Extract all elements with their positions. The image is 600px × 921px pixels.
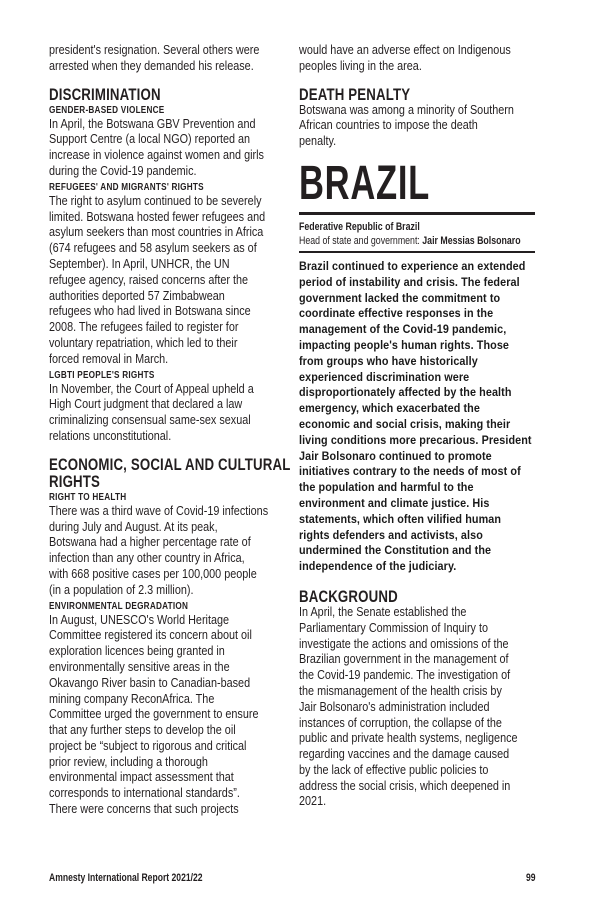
text-line: September). In April, UNHCR, the UN: [49, 256, 230, 271]
text-line: undermined the Constitution and the: [299, 543, 492, 558]
text-line: with 668 positive cases per 100,000 people: [49, 566, 257, 581]
section-heading: [299, 86, 539, 103]
text-line: RIGHTS: [49, 471, 101, 491]
paragraph: [49, 194, 289, 368]
paragraph: [49, 43, 289, 75]
text-line: RIGHT TO HEALTH: [49, 490, 127, 503]
text-line: initiatives contrary to the needs of most of: [299, 464, 521, 479]
text-line: peoples living in the area.: [299, 58, 422, 73]
text-line: instances of corruption, the collapse of the: [299, 715, 502, 730]
text-line: economic and social crisis, making their: [299, 416, 511, 431]
text-line: Support Centre (a local NGO) reported an: [49, 132, 251, 147]
text-line: period of instability and crisis. The federal: [299, 274, 520, 289]
footer-report-title: Amnesty International Report 2021/22: [49, 872, 203, 884]
head-of-state: [299, 234, 521, 248]
text-line: address the social crisis, which deepened in: [299, 778, 511, 793]
text-line: emergency, which exacerbated the: [299, 401, 480, 416]
paragraph: [49, 613, 289, 818]
text-line: management of the Covid-19 pandemic,: [299, 322, 507, 337]
divider: [299, 251, 535, 253]
text-line: Botswana was among a minority of Southern: [299, 102, 514, 117]
text-line: Jair Bolsonaro's administration included: [299, 699, 490, 714]
text-line: ECONOMIC, SOCIAL AND CULTURAL: [49, 454, 291, 474]
text-line: the mismanagement of the health crisis by: [299, 683, 502, 698]
text-line: refugee agency, raised concerns after the: [49, 272, 249, 287]
text-line: African countries to impose the death: [299, 118, 478, 133]
text-line: mining company ReconAfrica. The: [49, 691, 215, 706]
text-line: arrested when they demanded his release.: [49, 58, 254, 73]
text-line: DEATH PENALTY: [299, 84, 411, 104]
text-line: Parliamentary Commission of Inquiry to: [299, 620, 489, 635]
head-of-state-name: Jair Messias Bolsonaro: [422, 234, 521, 247]
official-country-name: Federative Republic of Brazil: [299, 220, 420, 233]
text-line: increase in violence against women and girls: [49, 148, 264, 163]
text-line: investigate the actions and omissions of the: [299, 636, 509, 651]
lead-paragraph: [299, 259, 539, 575]
text-line: disproportionately affected by the health: [299, 385, 512, 400]
text-line: statements, which often vilified human: [299, 511, 502, 526]
text-line: project be “subject to rigorous and critical: [49, 738, 247, 753]
text-line: infection than any other country in Africa,: [49, 551, 245, 566]
text-line: living conditions more precarious. President: [299, 432, 532, 447]
text-line: president's resignation. Several others were: [49, 43, 260, 57]
text-line: Okavango River basin to Canadian-based: [49, 675, 251, 690]
section-heading: [299, 588, 539, 605]
text-line: Committee registered its concern about oil: [49, 628, 252, 643]
text-line: forced removal in March.: [49, 351, 169, 366]
text-line: that any further steps to develop the oil: [49, 723, 236, 738]
text-line: environmental impact assessment that: [49, 770, 234, 785]
text-line: asylum seekers than most countries in Africa: [49, 225, 264, 240]
paragraph: [49, 382, 289, 445]
text-line: 2021.: [299, 794, 327, 809]
text-line: In August, UNESCO's World Heritage: [49, 612, 230, 627]
text-line: environmentally sensitive areas in the: [49, 659, 230, 674]
paragraph: [49, 117, 289, 180]
text-line: Botswana had a higher percentage rate of: [49, 535, 251, 550]
text-line: In November, the Court of Appeal upheld a: [49, 381, 254, 396]
text-line: regarding vaccines and the damage caused: [299, 747, 510, 762]
right-column: [299, 43, 539, 810]
text-line: voluntary repatriation, which led to their: [49, 335, 238, 350]
text-line: the population and harmful to the: [299, 480, 474, 495]
text-line: corresponds to international standards”.: [49, 786, 240, 801]
text-line: ENVIRONMENTAL DEGRADATION: [49, 599, 189, 612]
subsection-heading: [49, 368, 289, 382]
brazil-section: [299, 259, 539, 810]
text-line: limited. Botswana hosted fewer refugees and: [49, 209, 266, 224]
section-heading: [49, 456, 289, 490]
divider: [299, 212, 535, 215]
text-line: BACKGROUND: [299, 586, 398, 606]
head-of-state-label: Head of state and government:: [299, 234, 423, 247]
subsection-heading: [49, 599, 289, 613]
text-line: REFUGEES' AND MIGRANTS' RIGHTS: [49, 180, 204, 193]
left-column: [49, 43, 289, 818]
paragraph: [299, 605, 539, 810]
text-line: prior review, including a thorough: [49, 754, 208, 769]
text-line: exploration licences being granted in: [49, 644, 225, 659]
subsection-heading: [49, 103, 289, 117]
text-line: independence of the judiciary.: [299, 559, 457, 574]
text-line: In April, the Senate established the: [299, 604, 467, 619]
text-line: 2008. The refugees failed to register for: [49, 320, 239, 335]
text-line: LGBTI PEOPLE'S RIGHTS: [49, 368, 155, 381]
subsection-heading: [49, 180, 289, 194]
text-line: GENDER-BASED VIOLENCE: [49, 103, 165, 116]
text-line: would have an adverse effect on Indigenous: [299, 43, 511, 57]
text-line: during July and August. At its peak,: [49, 519, 218, 534]
text-line: government lacked the commitment to: [299, 290, 501, 305]
country-title: BRAZIL: [299, 156, 431, 210]
text-line: coordinate effective responses in the: [299, 306, 494, 321]
paragraph: [49, 504, 289, 599]
text-line: High Court judgment that declared a law: [49, 397, 243, 412]
text-line: The right to asylum continued to be severely: [49, 193, 262, 208]
text-line: In April, the Botswana GBV Prevention and: [49, 116, 256, 131]
paragraph: [299, 43, 539, 75]
text-line: authorities deported 57 Zimbabwean: [49, 288, 225, 303]
section-heading: [49, 86, 289, 103]
paragraph: [299, 103, 539, 150]
text-line: relations unconstitutional.: [49, 428, 172, 443]
text-line: during the Covid-19 pandemic.: [49, 163, 197, 178]
text-line: impacting people's human rights. Those: [299, 337, 510, 352]
text-line: penalty.: [299, 134, 337, 149]
text-line: experienced discrimination were: [299, 369, 470, 384]
text-line: Jair Bolsonaro continued to promote: [299, 448, 492, 463]
text-line: the Covid-19 pandemic. The investigation of: [299, 668, 511, 683]
subsection-heading: [49, 490, 289, 504]
text-line: (674 refugees and 58 asylum seekers as of: [49, 241, 257, 256]
botswana-continuation: [299, 43, 539, 150]
text-line: Brazil continued to experience an extended: [299, 258, 526, 273]
text-line: Committee urged the government to ensure: [49, 707, 259, 722]
text-line: criminalizing consensual same-sex sexual: [49, 413, 251, 428]
text-line: Brazilian government in the management of: [299, 652, 509, 667]
text-line: public and private health systems, negligence: [299, 731, 518, 746]
text-line: by the lack of effective public policies to: [299, 762, 489, 777]
text-line: (in a population of 2.3 million).: [49, 582, 194, 597]
page-number: 99: [526, 872, 536, 884]
text-line: There was a third wave of Covid-19 infections: [49, 503, 269, 518]
text-line: DISCRIMINATION: [49, 84, 161, 104]
text-line: rights defenders and activists, also: [299, 527, 483, 542]
text-line: refugees who had lived in Botswana since: [49, 304, 251, 319]
text-line: environment and climate justice. His: [299, 495, 490, 510]
text-line: from groups who have historically: [299, 353, 478, 368]
text-line: There were concerns that such projects: [49, 802, 239, 817]
